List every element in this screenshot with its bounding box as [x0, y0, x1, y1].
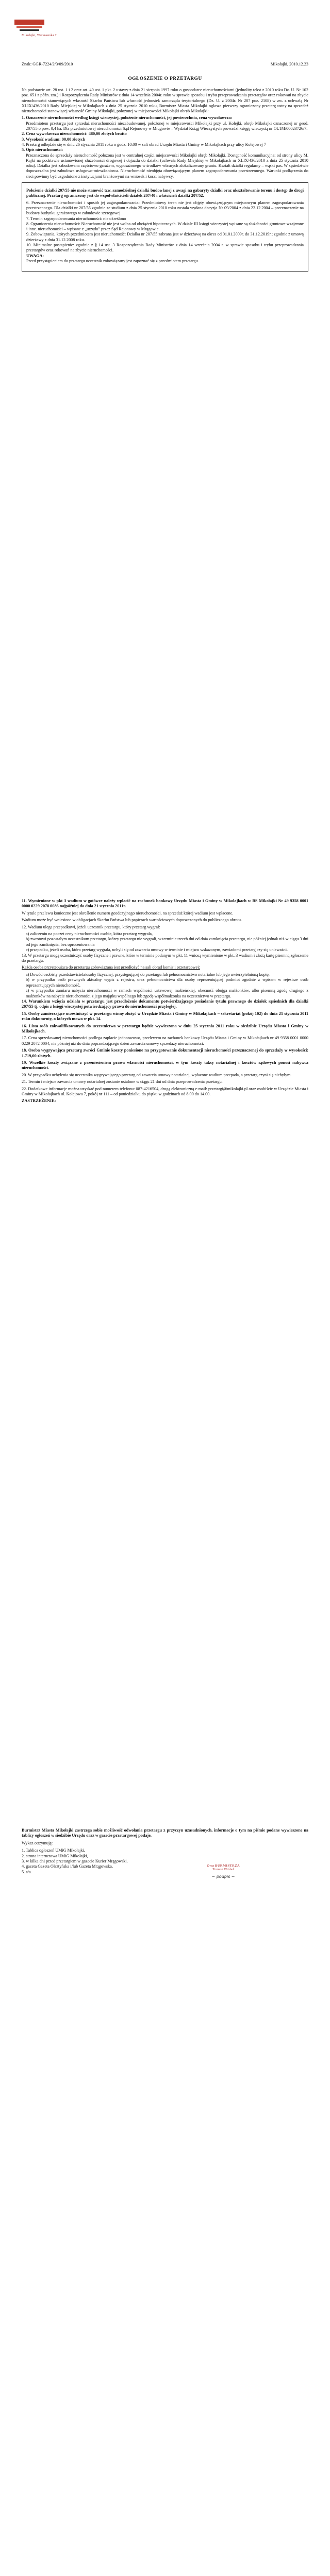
- item-13-a: a) Dowód osobisty przedstawiciela/osoby fizycznej, przystępującej do przetargu lub pełnomocnictwo notarialne lub jego uwierzytelnioną kopię,: [26, 972, 270, 977]
- item-12-b: b) zwrotowi pozostałym uczestnikom przetargu, którzy przetargu nie wygrali, w terminie trzech dni od dnia zamknięcia przetargu, nie później jednak niż w ciągu 3 dni od jego zamknięcia, bez oprocentowania: [26, 937, 308, 947]
- intro-paragraph: Na podstawie art. 28 ust. 1 i 2 oraz art. 40 ust. 1 pkt. 2 ustawy z dnia 21 sierpnia 1997 roku o gospodarce nieruchomościami (jednolity tekst z 2010 roku Dz. U. Nr 102 poz. 651 z późn. zm.) i Rozporządzenia Rady Ministrów z dnia 14 września 2004r. roku w sprawie sposobu i trybu przeprowadzania przetargów oraz rokowań na zbycie nieruchomości stanowiących własność Skarbu Państwa lub własność jednostek samorządu terytorialnego (Dz. U. z 2004r. Nr 207 poz. 2108) w zw. z uchwałą Nr XLIX/436/2010 Rady Miejskiej w Mikołajkach z dnia 25 stycznia 2010 roku, Burmistrz Miasta Mikołajki ogłasza pierwszy ograniczony przetarg ustny na sprzedaż nieruchomości stanowiącej własność Gminy Mikołajki, położonej w miejscowości Mikołajki obręb Mikołajki:: [22, 88, 308, 114]
- item-5-text: Przeznaczona do sprzedaży nieruchomość położona jest w centralnej części miejscowości Mikołajki obręb Mikołajki. Dostępność komunikacyjna: od strony ulicy M. Kajki na podstawie ustanowionej służebności drogowej i dojazdu do działki (uchwała Rady Miejskiej w Mikołajkach nr XLIX/436/2010 z dnia 25 stycznia 2010 roku). Działka jest zabudowana częściowo garażem, wyposażonego w środków własnych zlokalizowany gruntu. Kształt działki regularny – wąski pas. W sąsiedztwie dopuszczalna jest zabudowa usługowo-mieszkaniowa. Nieruchomość nieobjęta obowiązującym planem zagospodarowania przestrzennego. Warunki podłączenia do sieci powinny być uzgodnione z instytucjami branżowymi na wniosek i koszt nabywcy.: [26, 152, 308, 179]
- item-13-b: b) w przypadku osób prawnych aktualny wypis z rejestru, oraz pełnomocnictwa dla osoby reprezentującej podmiot zgodnie z wpisem w rejestrze osób reprezentujących nieruchomość,: [26, 977, 308, 988]
- item-20: 20. W przypadku uchylenia się uczestnika wygrywającego przetarg od zawarcia umowy notarialnej, wpłacone wadium przepada, a przetarg czyni się niebyłym.: [22, 1072, 292, 1077]
- item-4: 4. Przetarg odbędzie się w dniu 26 stycznia 2011 roku o godz. 10.00 w sali obrad Urzędu Miasta i Gminy w Mikołajkach przy ulicy Kolejowej 7: [22, 142, 266, 147]
- signature-name: Tomasz Wróbel: [212, 1868, 234, 1871]
- item-10: 10. Minimalne postąpienie: zgodnie z § 14 ust. 3 Rozporządzenia Rady Ministrów z dnia 14 września 2004 r. w sprawie sposobu i trybu przeprowadzania przetargów oraz rokowań na zbycie nieruchomości.: [26, 243, 304, 253]
- recipients-label: Wykaz otrzymują:: [22, 1840, 53, 1845]
- item-5: [22, 147, 308, 179]
- item-17: 17. Cena sprzedawanej nieruchomości podlega zapłacie jednorazowo, przelewem na rachunek bankowy Urzędu Miasta i Gminy w Mikołajkach nr 49 9358 0001 0000 0229 2072 0004, nie później niż do dnia poprzedzającego dzień zawarcia umowy sprzedaży nieruchomości.: [22, 1036, 308, 1046]
- signature-title: Z-ca BURMISTRZA: [206, 1864, 240, 1868]
- item-16: 16. Lista osób zakwalifikowanych do uczestnictwa w przetargu będzie wywieszona w dniu 25 stycznia 2011 roku w siedzibie Urzędu Miasta i Gminy w Mikołajkach.: [22, 1023, 308, 1033]
- item-9: 9. Zobowiązania, których przedmiotem jest nieruchomość: Działka nr 207/55 zabrana jest w dzierżawę na okres od 01.01.2009r. do 31.12.2019r.; zgodnie z umową dzierżawy z dnia 31.12.2008 roku.: [26, 232, 304, 242]
- letterhead-stamp: [14, 20, 44, 32]
- recipient-1: 1. Tablica ogłoszeń UMiG Mikołajki,: [22, 1848, 85, 1853]
- document-place-date: Mikołajki, 2010.12.23: [270, 62, 308, 66]
- reservation-paragraph: Burmistrz Miasta Mikołajki zastrzega sobie możliwość odwołania przetargu z przyczyn uzasadnionych, informacje o tym na piśmie podane wywieszone na tablicy ogłoszeń w siedzibie Urzędu oraz w gazecie przetargowej podaje.: [22, 1828, 308, 1838]
- recipient-2: 2. strona internetowa UMiG Mikołajki,: [22, 1853, 88, 1858]
- item-22: 22. Dodatkowe informacje można uzyskać pod numerem telefonu: 087-4216504, drogą elektroniczną e-mail: przetargi@mikolajki.pl oraz osobiście w Urzędzie Miasta i Gminy w Mikołajkach ul. Kolejowa 7, pokój nr 111 – od poniedziałku do piątku w godzinach od 8.00 do 14.00.: [22, 1086, 308, 1096]
- item-18: 18. Osoba wygrywająca przetarg zwróci Gminie koszty poniesione na przygotowanie dokumentacji nieruchomości przeznaczonej do sprzedaży w wysokości: 1.719,00 złotych.: [22, 1048, 308, 1058]
- item-15: 15. Osoby zamierzające uczestniczyć w przetargu winny złożyć w Urzędzie Miasta i Gminy w Mikołajkach – sekretariat (pokój 102) do dnia 21 stycznia 2011 roku dokumenty, o których mowa w pkt. 14.: [22, 1011, 308, 1022]
- item-11-note-a: W tytule przelewu konieczne jest określenie numeru geodezyjnego nieruchomości, na sprzedaż której wadium jest wpłacone.: [22, 910, 234, 916]
- announcement-body-continued: [22, 899, 308, 1106]
- item-12-a: a) zaliczeniu na poczet ceny nieruchomości osobie, która przetarg wygrała,: [26, 931, 153, 937]
- page-title: OGŁOSZENIE O PRZETARGU: [128, 76, 202, 81]
- item-6: 6. Przeznaczenie nieruchomości i sposób jej zagospodarowania: Przedmiotowy teren nie jest objęty obowiązującym miejscowym planem zagospodarowania przestrzennego. Dla działki nr 207/55 zgodnie ze studium z dnia 25 stycznia 2010 roku została wydana decyzja Nr 09/2004 z dnia 22.12.2004 – przeznaczenie na budowę budynku garażowego w zabudowie szeregowej.: [26, 200, 304, 216]
- closing-label: ZASTRZEŻENIE:: [22, 1098, 56, 1104]
- letterhead-text: Mikołajki, Warszawska 7: [22, 34, 57, 37]
- uwaga-text: Przed przystąpieniem do przetargu uczestnik zobowiązany jest zapoznać się z przedmiotem przetargu.: [26, 258, 199, 263]
- item-12: 12. Wadium ulega przepadkowi, jeżeli uczestnik przetargu, który przetarg wygrał:: [22, 924, 160, 929]
- item-21: 21. Termin i miejsce zawarcia umowy notarialnej zostanie ustalone w ciągu 21 dni od dnia przeprowadzenia przetargu.: [22, 1079, 223, 1084]
- item-7: 7. Termin zagospodarowania nieruchomości: nie określono: [26, 216, 126, 221]
- page-3: [0, 1798, 330, 2576]
- item-5-label: 5. Opis nieruchomości:: [22, 147, 63, 152]
- item-13-c: c) w przypadku zamiaru nabycia nieruchomości w ramach wspólności ustawowej małżeńskiej, obecność obojga małżonków, albo pisemną zgodę drugiego z małżonków na nabycie nieruchomości z jego majątku wspólnego lub zgodę współmałżonka na uczestnictwo w przetargu.: [26, 988, 308, 998]
- item-13: 13. W przetargu mogą uczestniczyć osoby fizyczne i prawne, które w terminie podanym w pkt. 11 wniosą wymienione w pkt. 3 wadium i złożą kartę pisemną zgłoszenie do przetargu.: [22, 953, 308, 963]
- recipient-4: 4. gazeta Gazeta Olsztyńska i/lub Gazeta Mrągowska,: [22, 1864, 113, 1869]
- item-8: 8. Ograniczenia nieruchomości: Nieruchomość nie jest wolna od obciążeń hipotecznych. W dziale III księgi wieczystej wpisane są służebności gruntowe wzajemne i inne. nieruchomości – wpisane z „urzędu” przez Sąd Rejonowy w Mrągowie.: [26, 221, 304, 232]
- item-3: 3. Wysokość wadium: 90,00 złotych: [22, 137, 86, 142]
- announcement-body: [22, 88, 308, 272]
- item-1-label: 1. Oznaczenie nieruchomości według księgi wieczystej, położenie nieruchomości, jej powierzchnia, cena wywoławcza:: [22, 115, 233, 121]
- recipient-5: 5. a/a.: [22, 1869, 32, 1874]
- page-2: [0, 876, 330, 1762]
- document-reference: Znak: GGR-7224/2/3/09/2010: [22, 62, 73, 66]
- restriction-box: [22, 182, 308, 272]
- restriction-paragraph: Położenie działki 207/55 nie może stanowić tzw. samodzielnej działki budowlanej z uwagi na gabaryty działki oraz ukształtowanie terenu i dostęp do drogi publicznej. Przetarg ograniczony jest do współwłaścicieli działek 207/40 i właścicieli działki 207/52.: [26, 188, 304, 198]
- signature-handwritten: ~ podpis ~: [211, 1874, 235, 1879]
- uwaga-label: UWAGA:: [26, 253, 44, 258]
- announcement-footer: [22, 1828, 308, 1875]
- page-1: [0, 0, 330, 840]
- item-1: [22, 115, 308, 131]
- item-19: 19. Wszelkie koszty związane z przeniesieniem prawa własności nieruchomości, w tym koszty taksy notarialnej i kosztów sądowych ponosi nabywca nieruchomości.: [22, 1060, 308, 1071]
- item-11-note-b: Wadium może być wniesione w obligacjach Skarbu Państwa lub papierach wartościowych dopuszczonych do publicznego obrotu.: [22, 918, 242, 923]
- item-14: 14. Warunkiem wzięcia udziału w przetargu jest przedłożenie dokumentu potwierdzającego posiadanie tytułu prawnego do działek sąsiednich dla działki 207/55 tj. odpis z księgi wieczystej potwierdzający prawa do nieruchomości przyległej.: [22, 998, 308, 1009]
- item-1-text: Przedmiotem przetargu jest sprzedaż nieruchomości niezabudowanej, położonej w miejscowości Mikołajki przy ul. Kolejki, obręb Mikołajki oznaczonej nr geod. 207/55 o pow. 0,4 ha. Dla przedmiotowej nieruchomości Sąd Rejonowy w Mrągowie – Wydział Ksiąg Wieczystych prowadzi księgę wieczystą nr OL1M/00023726/7.: [26, 121, 308, 131]
- signature-block: [190, 1864, 257, 1879]
- item-13-note: Każda osoba przystępująca do przetargu zobowiązana jest przedłożyć na sali obrad komisji przetargowej:: [22, 965, 200, 970]
- item-2: 2. Cena wywoławcza nieruchomości: 480,00 złotych brutto: [22, 131, 127, 137]
- item-11: 11. Wymienione w pkt 3 wadium w gotówce należy wpłacić na rachunek bankowy Urzędu Miasta i Gminy w Mikołajkach w BS Mikołajki Nr 49 9358 0001 0000 0229 2078 0086 najpóźniej do dnia 21 stycznia 2011r.: [22, 899, 308, 909]
- recipient-3: 3. w kilka dni przed przetargiem w gazecie Kurier Mrągowski,: [22, 1859, 128, 1864]
- item-12-c: c) przepadku, jeżeli osoba, która przetarg wygrała, uchyli się od zawarcia umowy w terminie i miejscu wskazanym, zawiadomi przetarg czy się unieważni.: [26, 947, 288, 953]
